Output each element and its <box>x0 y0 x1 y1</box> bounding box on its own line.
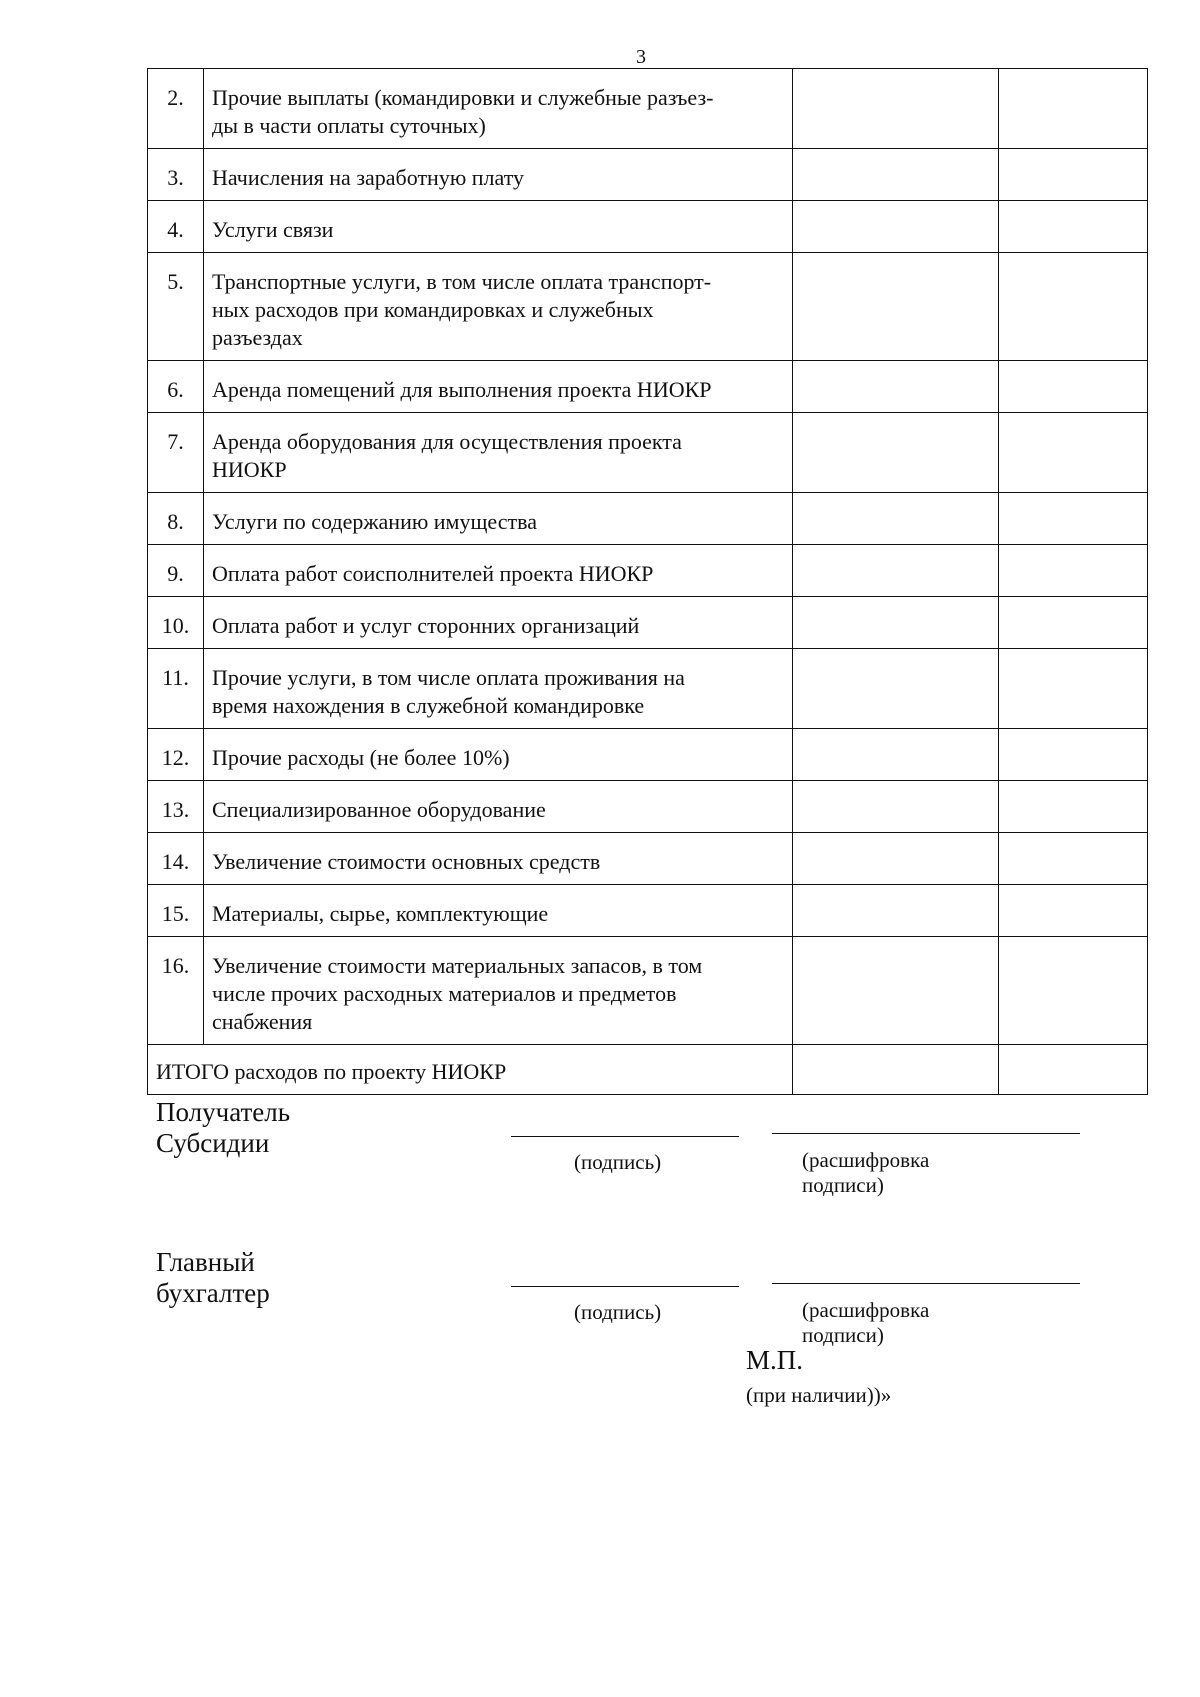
table-row <box>148 597 1148 649</box>
table-row <box>148 545 1148 597</box>
value-cell-1 <box>793 833 999 885</box>
row-description: Прочие выплаты (командировки и служебные разъез- ды в части оплаты суточных) <box>204 69 793 149</box>
row-number: 5. <box>148 253 204 361</box>
value-cell-2 <box>999 649 1148 729</box>
value-cell-2 <box>999 201 1148 253</box>
total-value-2 <box>999 1045 1148 1095</box>
total-value-1 <box>793 1045 999 1095</box>
expense-table-body <box>148 69 1148 1095</box>
recipient-decryption-line <box>772 1133 1080 1134</box>
row-description: Оплата работ соисполнителей проекта НИОКР <box>204 545 793 597</box>
row-description: Аренда оборудования для осуществления проекта НИОКР <box>204 413 793 493</box>
value-cell-2 <box>999 69 1148 149</box>
accountant-signature-caption: (подпись) <box>574 1300 662 1324</box>
value-cell-2 <box>999 597 1148 649</box>
value-cell-1 <box>793 885 999 937</box>
row-number: 10. <box>148 597 204 649</box>
table-row <box>148 937 1148 1045</box>
row-description: Транспортные услуги, в том числе оплата транспорт- ных расходов при командировках и служебных разъездах <box>204 253 793 361</box>
value-cell-1 <box>793 937 999 1045</box>
row-number: 9. <box>148 545 204 597</box>
row-description: Прочие расходы (не более 10%) <box>204 729 793 781</box>
stamp-note: (при наличии))» <box>746 1383 892 1407</box>
accountant-label: Главный бухгалтер <box>156 1247 270 1308</box>
table-row <box>148 361 1148 413</box>
row-number: 11. <box>148 649 204 729</box>
table-row <box>148 413 1148 493</box>
stamp-label: М.П. <box>746 1345 804 1375</box>
recipient-label: Получатель Субсидии <box>156 1097 291 1158</box>
row-number: 4. <box>148 201 204 253</box>
total-row <box>148 1045 1148 1095</box>
table-row <box>148 885 1148 937</box>
table-row <box>148 201 1148 253</box>
value-cell-1 <box>793 545 999 597</box>
row-number: 16. <box>148 937 204 1045</box>
row-number: 8. <box>148 493 204 545</box>
row-description: Прочие услуги, в том числе оплата проживания на время нахождения в служебной командировке <box>204 649 793 729</box>
row-number: 2. <box>148 69 204 149</box>
value-cell-2 <box>999 545 1148 597</box>
row-description: Начисления на заработную плату <box>204 149 793 201</box>
value-cell-2 <box>999 493 1148 545</box>
row-description: Оплата работ и услуг сторонних организаций <box>204 597 793 649</box>
value-cell-1 <box>793 781 999 833</box>
table-row <box>148 729 1148 781</box>
row-number: 13. <box>148 781 204 833</box>
value-cell-2 <box>999 149 1148 201</box>
row-description: Увеличение стоимости основных средств <box>204 833 793 885</box>
table-row <box>148 149 1148 201</box>
row-description: Услуги связи <box>204 201 793 253</box>
table-row <box>148 833 1148 885</box>
table-row <box>148 649 1148 729</box>
value-cell-1 <box>793 413 999 493</box>
value-cell-2 <box>999 361 1148 413</box>
accountant-decryption-caption: (расшифровка подписи) <box>802 1298 930 1347</box>
expense-table <box>147 68 1148 1095</box>
row-number: 12. <box>148 729 204 781</box>
table-row <box>148 69 1148 149</box>
row-description: Услуги по содержанию имущества <box>204 493 793 545</box>
value-cell-1 <box>793 149 999 201</box>
value-cell-2 <box>999 833 1148 885</box>
table-row <box>148 781 1148 833</box>
recipient-decryption-caption: (расшифровка подписи) <box>802 1148 930 1197</box>
accountant-decryption-line <box>772 1283 1080 1284</box>
value-cell-1 <box>793 201 999 253</box>
row-number: 14. <box>148 833 204 885</box>
value-cell-2 <box>999 937 1148 1045</box>
value-cell-2 <box>999 781 1148 833</box>
recipient-signature-caption: (подпись) <box>574 1150 662 1174</box>
recipient-signature-line <box>511 1136 739 1137</box>
value-cell-1 <box>793 729 999 781</box>
value-cell-2 <box>999 253 1148 361</box>
value-cell-1 <box>793 361 999 413</box>
value-cell-1 <box>793 253 999 361</box>
value-cell-2 <box>999 413 1148 493</box>
value-cell-2 <box>999 885 1148 937</box>
value-cell-1 <box>793 69 999 149</box>
value-cell-2 <box>999 729 1148 781</box>
value-cell-1 <box>793 493 999 545</box>
accountant-signature-line <box>511 1286 739 1287</box>
row-description: Материалы, сырье, комплектующие <box>204 885 793 937</box>
row-number: 6. <box>148 361 204 413</box>
value-cell-1 <box>793 649 999 729</box>
row-number: 15. <box>148 885 204 937</box>
page-number: 3 <box>636 46 646 68</box>
row-number: 7. <box>148 413 204 493</box>
table-row <box>148 253 1148 361</box>
value-cell-1 <box>793 597 999 649</box>
row-description: Увеличение стоимости материальных запасов, в том числе прочих расходных материалов и предметов снабжения <box>204 937 793 1045</box>
total-label: ИТОГО расходов по проекту НИОКР <box>148 1045 793 1095</box>
table-row <box>148 493 1148 545</box>
row-description: Аренда помещений для выполнения проекта НИОКР <box>204 361 793 413</box>
row-number: 3. <box>148 149 204 201</box>
row-description: Специализированное оборудование <box>204 781 793 833</box>
